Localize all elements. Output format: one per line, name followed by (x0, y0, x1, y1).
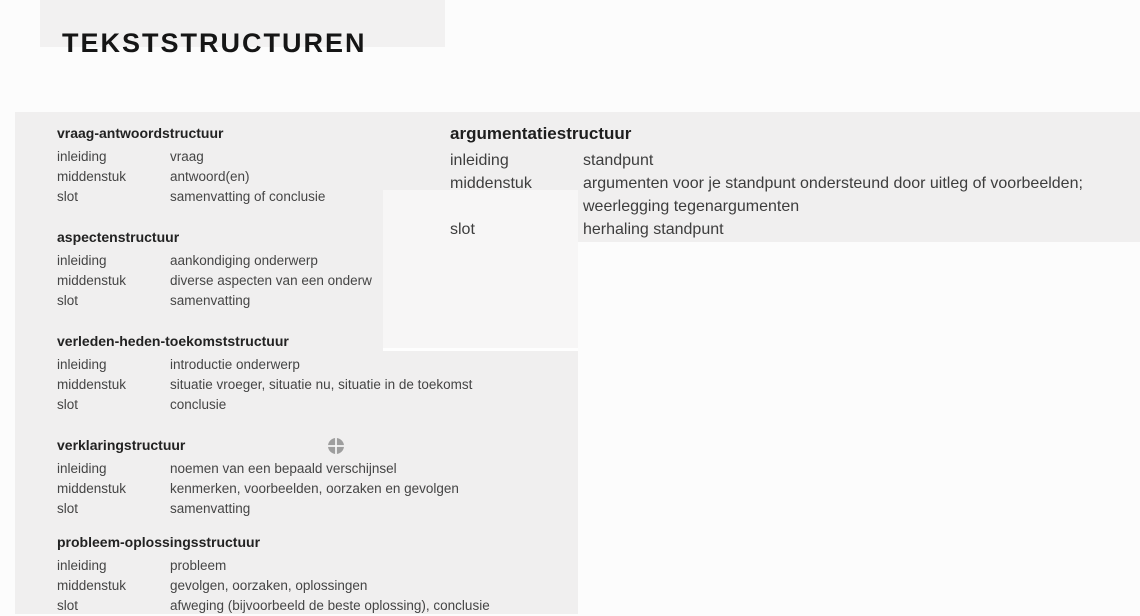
row-value: situatie vroeger, situatie nu, situatie in de toekomst (170, 377, 473, 392)
section-title: argumentatiestructuur (450, 124, 632, 143)
section-title: aspectenstructuur (57, 229, 180, 245)
section-verleden-heden-toekomststructuur (57, 333, 527, 415)
row-label: middenstuk (57, 578, 127, 593)
row-value: conclusie (170, 397, 227, 412)
row-label: slot (57, 598, 79, 613)
section-title: vraag-antwoordstructuur (57, 125, 224, 141)
row-value: introductie onderwerp (170, 357, 300, 372)
row-label: inleiding (57, 253, 107, 268)
row-label: slot (57, 293, 79, 308)
structure-row (57, 459, 527, 479)
row-value: samenvatting (170, 293, 251, 308)
structure-row (450, 149, 1140, 172)
row-label: inleiding (57, 461, 107, 476)
crosshair-cursor-icon (328, 438, 344, 454)
section-title: verklaringstructuur (57, 437, 186, 453)
structure-row (57, 355, 527, 375)
section-title: verleden-heden-toekomststructuur (57, 333, 289, 349)
structure-row (450, 218, 1140, 241)
row-value: gevolgen, oorzaken, oplossingen (170, 578, 368, 593)
row-value: antwoord(en) (170, 169, 250, 184)
structure-row (57, 596, 527, 616)
structure-row (57, 251, 527, 271)
section-verklaringstructuur (57, 437, 527, 519)
row-value-multiline (583, 172, 1083, 218)
structure-row (57, 479, 527, 499)
structure-row (57, 291, 527, 311)
row-label: inleiding (57, 558, 107, 573)
row-label: slot (57, 189, 79, 204)
row-value: samenvatting (170, 501, 251, 516)
section-title: probleem-oplossingsstructuur (57, 534, 261, 550)
row-label: inleiding (450, 152, 509, 169)
row-value: standpunt (583, 152, 654, 169)
page-title: TEKSTSTRUCTUREN (62, 28, 367, 59)
section-argumentatiestructuur (450, 124, 1140, 241)
row-label: slot (57, 397, 79, 412)
structure-row (450, 172, 1140, 218)
row-label: middenstuk (57, 169, 127, 184)
structure-row (57, 395, 527, 415)
row-value-line: argumenten voor je standpunt ondersteund door uitleg of voorbeelden; (583, 175, 1083, 192)
structure-row (57, 375, 527, 395)
row-value: probleem (170, 558, 227, 573)
row-label: slot (57, 501, 79, 516)
row-label: slot (450, 221, 475, 238)
row-value: vraag (170, 149, 204, 164)
cursor-cross-vertical (335, 438, 337, 454)
row-label: inleiding (57, 357, 107, 372)
row-value: aankondiging onderwerp (170, 253, 318, 268)
row-value: kenmerken, voorbeelden, oorzaken en gevolgen (170, 481, 459, 496)
structure-row (57, 576, 527, 596)
row-value-line: weerlegging tegenargumenten (583, 198, 800, 215)
section-probleem-oplossingsstructuur (57, 534, 527, 616)
row-label: inleiding (57, 149, 107, 164)
row-value: samenvatting of conclusie (170, 189, 326, 204)
structure-row (57, 271, 527, 291)
section-aspectenstructuur (57, 229, 527, 311)
row-label: middenstuk (57, 481, 127, 496)
structure-row (57, 499, 527, 519)
row-label: middenstuk (57, 377, 127, 392)
row-value: afweging (bijvoorbeeld de beste oplossing), conclusie (170, 598, 490, 613)
row-value: noemen van een bepaald verschijnsel (170, 461, 397, 476)
row-label: middenstuk (450, 175, 532, 192)
row-value: herhaling standpunt (583, 221, 724, 238)
row-value: diverse aspecten van een onderw (170, 273, 372, 288)
row-label: middenstuk (57, 273, 127, 288)
structure-row (57, 556, 527, 576)
